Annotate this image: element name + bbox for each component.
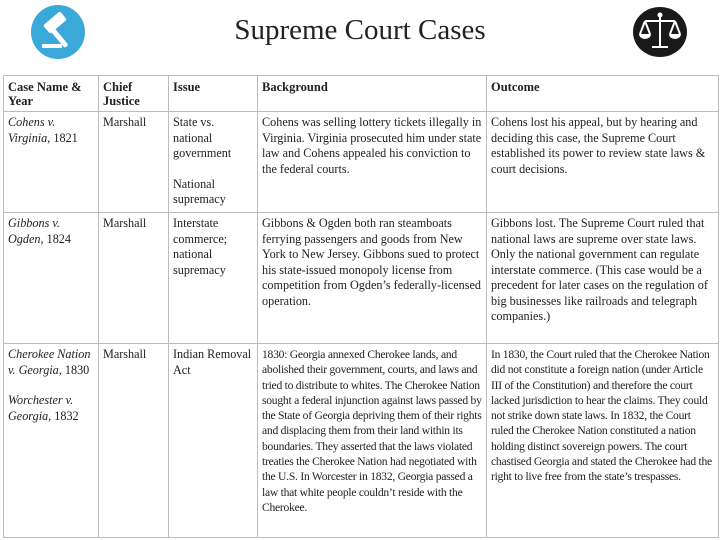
table-row xyxy=(4,344,719,538)
chief-justice-cell: Marshall xyxy=(99,344,169,538)
case-name-cell xyxy=(4,344,99,538)
table-header-row xyxy=(4,76,719,112)
case-year: , 1830 xyxy=(58,362,90,377)
case-name-cell xyxy=(4,112,99,213)
column-header-issue: Issue xyxy=(169,76,258,112)
case-name: Cherokee Nation v. Georgia xyxy=(8,347,91,377)
case-name-cell xyxy=(4,213,99,344)
background-cell: Gibbons & Ogden both ran steamboats ferrying passengers and goods from New York to New Jersey. Gibbons sued to protect his state-issued monopoly license from competition from Ogden’s federally-licensed operation. xyxy=(258,213,487,344)
case-year-secondary: , 1832 xyxy=(48,408,79,423)
chief-justice-cell: Marshall xyxy=(99,213,169,344)
page-title: Supreme Court Cases xyxy=(234,14,486,46)
outcome-cell: In 1830, the Court ruled that the Cherokee Nation did not constitute a foreign nation (under Article III of the Constitution) and therefore the court lacked jurisdiction to hear the claims. They could not strike down state laws. In 1832, the Court ruled the Cherokee Nation constituted a nation holding distinct sovereign powers. The court chastised Georgia and stated the Cherokee had the right to live free from the state’s trespasses. xyxy=(487,344,719,538)
table-row xyxy=(4,213,719,344)
issue-text-secondary: National supremacy xyxy=(173,176,226,206)
column-header-outcome: Outcome xyxy=(487,76,719,112)
case-name: Gibbons v. Ogden xyxy=(8,216,60,246)
column-header-case: Case Name & Year xyxy=(4,76,99,112)
column-header-chief-justice: Chief Justice xyxy=(99,76,169,112)
issue-cell: Indian Removal Act xyxy=(169,344,258,538)
issue-cell: Interstate commerce; national supremacy xyxy=(169,213,258,344)
chief-justice-cell: Marshall xyxy=(99,112,169,213)
case-name-secondary: Worchester v. Georgia xyxy=(8,393,74,423)
issue-cell xyxy=(169,112,258,213)
background-cell: 1830: Georgia annexed Cherokee lands, and abolished their government, courts, and laws and tried to distribute to whites. The Cherokee Nation sought a federal injunction against laws passed by the State of Georgia depriving them of their rights and displacing them from their land within its boundaries. They asserted that the laws violated treaties the Cherokee Nation had negotiated with the U.S. In Worcester in 1832, Georgia passed a law that white people couldn’t reside with the Cherokee. xyxy=(258,344,487,538)
cases-table xyxy=(3,75,719,538)
case-name: Cohens v. Virginia xyxy=(8,115,56,145)
outcome-cell: Gibbons lost. The Supreme Court ruled that national laws are supreme over state laws. Only the national government can regulate interstate commerce. (This case would be a precedent for later cases on the regulation of big businesses like railroads and telegraph companies.) xyxy=(487,213,719,344)
case-year: , 1821 xyxy=(47,130,78,145)
column-header-background: Background xyxy=(258,76,487,112)
case-year: , 1824 xyxy=(40,231,71,246)
outcome-cell: Cohens lost his appeal, but by hearing and deciding this case, the Supreme Court established its power to review state laws & court decisions. xyxy=(487,112,719,213)
table-row xyxy=(4,112,719,213)
background-cell: Cohens was selling lottery tickets illegally in Virginia. Virginia prosecuted him under state law and Cohens appealed his conviction to the federal courts. xyxy=(258,112,487,213)
issue-text: State vs. national government xyxy=(173,115,232,160)
